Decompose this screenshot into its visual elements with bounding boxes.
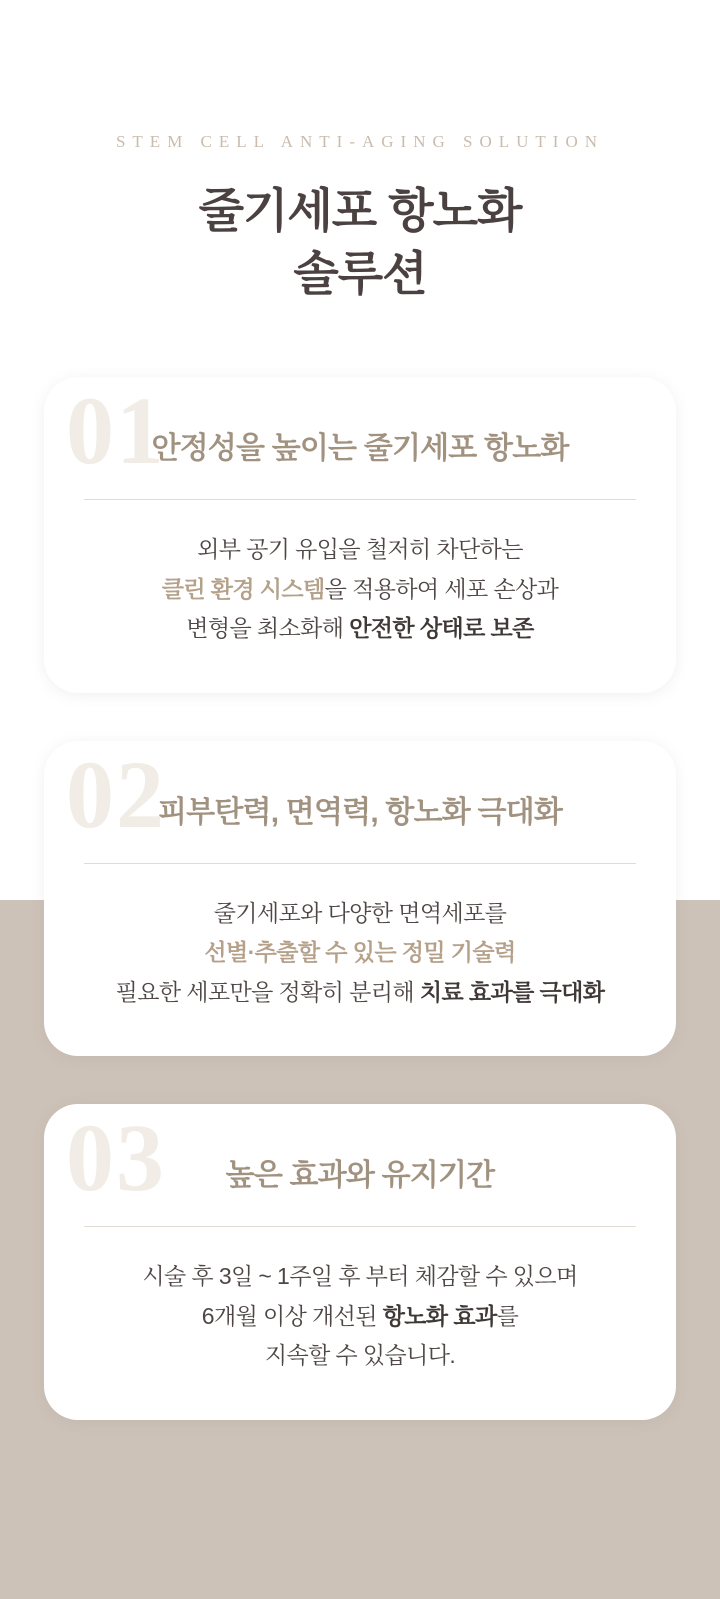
card-body-text: 을 적용하여 세포 손상과	[324, 575, 559, 602]
feature-card	[44, 741, 676, 1057]
card-body-line	[84, 1297, 636, 1337]
card-title: 피부탄력, 면역력, 항노화 극대화	[157, 795, 562, 829]
page-title-line-2: 솔루션	[293, 246, 427, 300]
card-body-line	[84, 570, 636, 610]
card-body-text: 지속할 수 있습니다.	[264, 1342, 456, 1369]
card-body-text: 외부 공기 유입을 철저히 차단하는	[197, 536, 523, 562]
card-body-text: 를	[496, 1302, 519, 1329]
page-title	[0, 180, 720, 305]
card-body-line	[84, 973, 636, 1013]
card-number-badge: 03	[66, 1104, 166, 1212]
card-body	[84, 530, 636, 649]
feature-card-list	[0, 377, 720, 1420]
card-body-text: 변형을 최소화해	[186, 615, 350, 642]
card-title: 안정성을 높이는 줄기세포 항노화	[151, 432, 569, 465]
card-body-line	[84, 894, 636, 934]
feature-card	[44, 377, 676, 693]
card-body-text: 항노화 효과	[382, 1302, 497, 1329]
card-body-line	[84, 530, 636, 570]
card-body-line	[84, 609, 636, 649]
card-body-line	[84, 1257, 636, 1297]
card-body-text: 시술 후 3일 ~ 1주일 후 부터 체감할 수 있으며	[142, 1263, 578, 1290]
card-body-text: 선별·추출할 수 있는 정밀 기술력	[204, 939, 516, 966]
card-body-text: 치료 효과를 극대화	[419, 978, 605, 1005]
card-body-line	[84, 933, 636, 973]
card-number-badge: 01	[66, 377, 166, 484]
card-body-line	[84, 1336, 636, 1376]
card-body-text: 줄기세포와 다양한 면역세포를	[213, 899, 507, 926]
feature-card	[44, 1104, 676, 1420]
card-body-text: 6개월 이상 개선된	[201, 1302, 383, 1329]
card-body-text: 클린 환경 시스템	[161, 575, 325, 602]
card-body	[84, 894, 636, 1013]
card-body	[84, 1257, 636, 1376]
card-title: 높은 효과와 유지기간	[225, 1159, 495, 1193]
card-number-badge: 02	[66, 740, 166, 848]
card-divider	[84, 499, 636, 500]
card-divider	[84, 1226, 636, 1227]
card-divider	[84, 863, 636, 864]
eyebrow-text: STEM CELL ANTI-AGING SOLUTION	[115, 132, 605, 151]
card-body-text: 필요한 세포만을 정확히 분리해	[115, 978, 420, 1005]
card-body-text: 안전한 상태로 보존	[349, 615, 534, 642]
page-title-line-1: 줄기세포 항노화	[198, 184, 522, 237]
page-header	[0, 0, 720, 305]
